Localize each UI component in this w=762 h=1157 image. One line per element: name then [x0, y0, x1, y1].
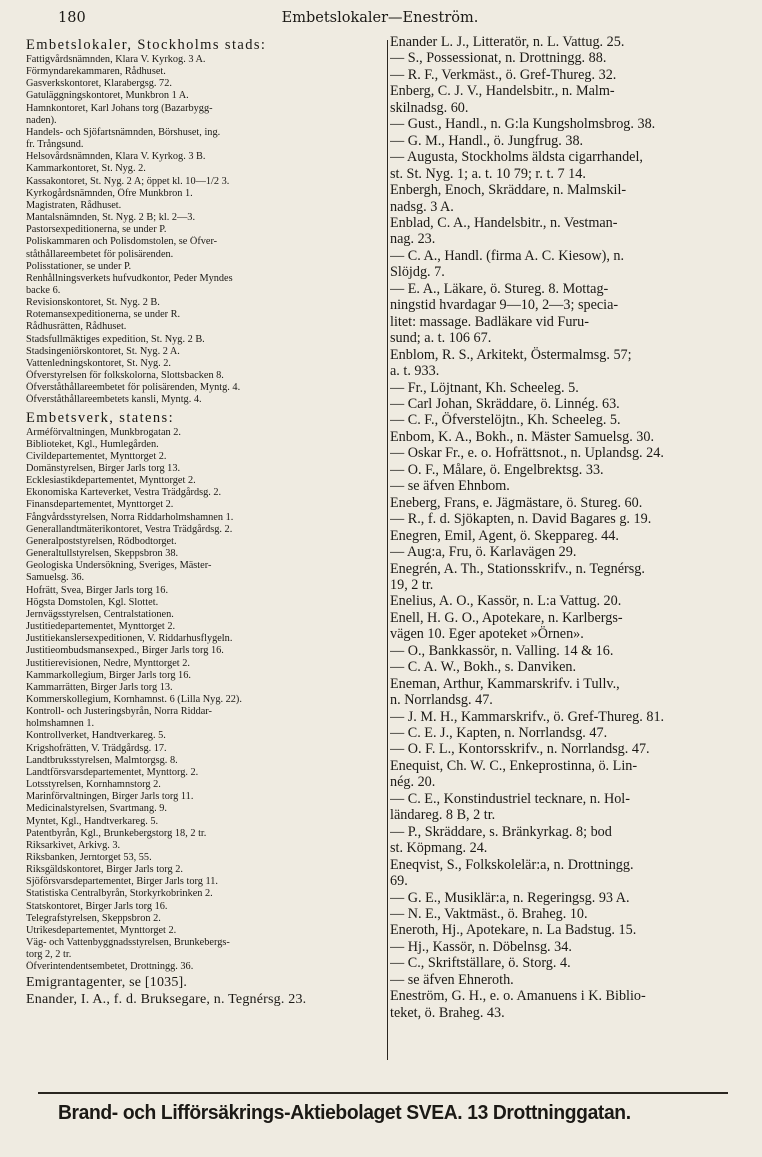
entry-line: nag. 23. — [390, 231, 436, 248]
entry-line: Finansdepartementet, Mynttorget 2. — [26, 499, 174, 511]
section-heading: Embetsverk, statens: — [26, 409, 175, 426]
entry-line: Kyrkogårdsnämnden, Öfre Munkbron 1. — [26, 187, 193, 199]
entry-line: Stadsingeniörskontoret, St. Nyg. 2 A. — [26, 345, 180, 357]
entry-line: Enblad, C. A., Handelsbitr., n. Vestman- — [390, 214, 618, 231]
entry-line: Enbom, K. A., Bokh., n. Mäster Samuelsg. 30. — [390, 428, 655, 445]
entry-line: holmshamnen 1. — [26, 718, 95, 730]
entry-line: — Fr., Löjtnant, Kh. Scheeleg. 5. — [390, 379, 579, 396]
entry-line: Statskontoret, Birger Jarls torg 16. — [26, 900, 168, 912]
entry-line: skilnadsg. 60. — [390, 99, 469, 116]
column-divider — [387, 40, 388, 1060]
entry-line: Renhållningsverkets hufvudkontor, Peder Myndes — [26, 272, 233, 284]
entry-line: ningstid hvardagar 9—10, 2—3; specia- — [390, 297, 619, 314]
entry-line: Medicinalstyrelsen, Svartmang. 9. — [26, 803, 167, 815]
entry-line: Eneqvist, S., Folkskolelär:a, n. Drottningg. — [390, 856, 634, 873]
entry-line: Polisstationer, se under P. — [26, 260, 132, 272]
entry-line: Lotsstyrelsen, Kornhamnstorg 2. — [26, 779, 161, 791]
running-head: Embetslokaler—Eneström. — [281, 10, 479, 26]
entry-line: Enell, H. G. O., Apotekare, n. Karlbergs- — [390, 609, 623, 626]
entry-line: Eneberg, Frans, e. Jägmästare, ö. Stureg. 60. — [390, 494, 643, 511]
entry-line: Enegrén, A. Th., Stationsskrifv., n. Tegnérsg. — [390, 560, 645, 577]
entry-line: — S., Possessionat, n. Drottningg. 88. — [390, 50, 607, 67]
entry-line: Fattigvårdsnämnden, Klara V. Kyrkog. 3 A. — [26, 54, 206, 65]
entry-line: 69. — [390, 873, 408, 890]
entry-line: Marinförvaltningen, Birger Jarls torg 11. — [26, 791, 194, 803]
entry-line: Kammarkontoret, St. Nyg. 2. — [26, 163, 146, 175]
entry-line: Öfverståthållareembetets kansli, Myntg. 4. — [26, 394, 202, 406]
entry-line: — se äfven Ehneroth. — [390, 971, 514, 988]
entry-line: Patentbyrån, Kgl., Brunkebergstorg 18, 2 tr. — [26, 827, 207, 839]
entry-line: — Hj., Kassör, n. Döbelnsg. 34. — [390, 938, 572, 955]
entry-line: Rådhusrätten, Rådhuset. — [26, 321, 127, 333]
entry-line: — Gust., Handl., n. G:la Kungsholmsbrog. 38. — [390, 116, 656, 133]
entry-line: backe 6. — [26, 284, 61, 296]
entry-line: Enelius, A. O., Kassör, n. L:a Vattug. 20. — [390, 593, 622, 610]
entry-line: Rotemansexpeditionerna, se under R. — [26, 309, 181, 321]
entry-line: Geologiska Undersökning, Sveriges, Mäster- — [26, 560, 212, 572]
entry-line: ländareg. 8 B, 2 tr. — [390, 807, 496, 824]
entry-line: — Augusta, Stockholms äldsta cigarrhandel, — [390, 149, 643, 166]
entry-line: Telegrafstyrelsen, Skeppsbron 2. — [26, 912, 161, 924]
entry-line: — C. E. J., Kapten, n. Norrlandsg. 47. — [390, 725, 608, 742]
entry-line: st. Köpmang. 24. — [390, 840, 488, 857]
entry-line: n. Norrlandsg. 47. — [390, 692, 493, 709]
entry-line: Väg- och Vattenbyggnadsstyrelsen, Brunkebergs- — [26, 937, 230, 949]
entry-line: torg 2, 2 tr. — [26, 949, 72, 961]
entry-line: Justitierevisionen, Nedre, Mynttorget 2. — [26, 657, 190, 669]
entry-line: — O., Bankkassör, n. Valling. 14 & 16. — [390, 642, 614, 659]
right-column — [390, 34, 740, 1021]
entry-line: Öfverintendentsembetet, Drottningg. 36. — [26, 961, 194, 973]
entry-line: — Aug:a, Fru, ö. Karlavägen 29. — [390, 544, 577, 561]
entry-line: Enblom, R. S., Arkitekt, Östermalmsg. 57; — [390, 346, 632, 363]
entry-line: Civildepartementet, Mynttorget 2. — [26, 450, 167, 462]
entry-line: Landtförsvarsdepartementet, Mynttorg. 2. — [26, 766, 199, 778]
entry-line: Justitiedepartementet, Mynttorget 2. — [26, 621, 176, 633]
entry-line: a. t. 933. — [390, 363, 440, 380]
entry-line: — N. E., Vaktmäst., ö. Braheg. 10. — [390, 906, 588, 923]
entry-line: Stadsfullmäktiges expedition, St. Nyg. 2 B. — [26, 333, 205, 345]
entry-line: Mantalsnämnden, St. Nyg. 2 B; kl. 2—3. — [26, 212, 196, 224]
entry-line: Justitiekanslersexpeditionen, V. Riddarhusflygeln. — [26, 633, 233, 645]
entry-line: 19, 2 tr. — [390, 576, 434, 593]
page-number: 180 — [58, 10, 86, 26]
entry-line: Kommerskollegium, Kornhamnst. 6 (Lilla Nyg. 22). — [26, 693, 242, 705]
entry-line: Högsta Domstolen, Kgl. Slottet. — [26, 596, 159, 608]
entry-line: — G. M., Handl., ö. Jungfrug. 38. — [390, 132, 584, 149]
entry-line: — G. E., Musiklär:a, n. Regeringsg. 93 A. — [390, 889, 630, 906]
entry-line: Eneman, Arthur, Kammarskrifv. i Tullv., — [390, 675, 620, 692]
entry-line: — O. F., Målare, ö. Engelbrektsg. 33. — [390, 461, 604, 478]
entry-line: — Carl Johan, Skräddare, ö. Linnég. 63. — [390, 395, 620, 412]
entry-line: Slöjdg. 7. — [390, 264, 445, 281]
entry-line: Handels- och Sjöfartsnämnden, Börshuset, ing. — [26, 126, 221, 138]
entry-line: Emigrantagenter, se [1035]. — [26, 974, 188, 990]
entry-line: — O. F. L., Kontorsskrifv., n. Norrlandsg. 47. — [390, 741, 650, 758]
entry-line: teket, ö. Braheg. 43. — [390, 1004, 505, 1021]
entry-line: Sjöförsvarsdepartementet, Birger Jarls torg 11. — [26, 876, 218, 888]
entry-line: Statistiska Centralbyrån, Storkyrkobrinken 2. — [26, 888, 213, 900]
entry-line: — P., Skräddare, s. Bränkyrkag. 8; bod — [390, 823, 612, 840]
entry-line: Arméförvaltningen, Munkbrogatan 2. — [26, 426, 181, 438]
entry-line: Enequist, Ch. W. C., Enkeprostinna, ö. Lin- — [390, 757, 638, 774]
entry-line: Kontrollverket, Handtverkareg. 5. — [26, 730, 166, 742]
entry-line: Förmyndarekammaren, Rådhuset. — [26, 66, 166, 78]
entry-line: Ecklesiastikdepartementet, Mynttorget 2. — [26, 475, 196, 487]
footer-rule — [38, 1092, 728, 1094]
entry-line: — C., Skriftställare, ö. Storg. 4. — [390, 955, 571, 972]
entry-line: — se äfven Ehnbom. — [390, 478, 510, 495]
entry-line: naden). — [26, 114, 57, 126]
entry-line: Riksgäldskontoret, Birger Jarls torg 2. — [26, 864, 183, 876]
entry-line: Kassakontoret, St. Nyg. 2 A; öppet kl. 10—1/2 3. — [26, 175, 230, 187]
entry-line: Poliskammaren och Polisdomstolen, se Öfver- — [26, 236, 218, 248]
entry-line: Vattenledningskontoret, St. Nyg. 2. — [26, 357, 172, 369]
section-heading: Embetslokaler, Stockholms stads: — [26, 37, 267, 53]
entry-line: — R., f. d. Sjökapten, n. David Bagares g. 19. — [390, 511, 652, 528]
entry-line: Domänstyrelsen, Birger Jarls torg 13. — [26, 463, 181, 474]
entry-line: — C. E., Konstindustriel tecknare, n. Hol- — [390, 790, 630, 807]
entry-line: Krigshofrätten, V. Trädgårdsg. 17. — [26, 742, 167, 754]
entry-line: — J. M. H., Kammarskrifv., ö. Gref-Thureg. 81. — [390, 708, 665, 725]
entry-line: — C. A., Handl. (firma A. C. Kiesow), n. — [390, 247, 625, 264]
entry-line: Landtbruksstyrelsen, Malmtorgsg. 8. — [26, 754, 178, 766]
entry-line: Öfverståthållareembetet för polisärenden, Myntg. 4. — [26, 382, 241, 394]
entry-line: Kammarkollegium, Birger Jarls torg 16. — [26, 669, 191, 681]
entry-line: — E. A., Läkare, ö. Stureg. 8. Mottag- — [390, 280, 609, 297]
entry-line: Generaltullstyrelsen, Skeppsbron 38. — [26, 548, 179, 560]
entry-line: Samuelsg. 36. — [26, 572, 85, 584]
entry-line: Öfverstyrelsen för folkskolorna, Slottsbacken 8. — [26, 370, 224, 382]
entry-line: Enberg, C. J. V., Handelsbitr., n. Malm- — [390, 83, 615, 100]
entry-line: Enegren, Emil, Agent, ö. Skeppareg. 44. — [390, 527, 619, 544]
entry-line: Hamnkontoret, Karl Johans torg (Bazarbygg- — [26, 102, 213, 114]
entry-line: Kontroll- och Justeringsbyrån, Norra Riddar- — [26, 706, 212, 718]
entry-line: Fångvårdsstyrelsen, Norra Riddarholmshamnen 1. — [26, 511, 234, 523]
entry-line: Enander, I. A., f. d. Bruksegare, n. Tegnérsg. 23. — [26, 991, 307, 1007]
advertisement-banner: Brand- och Lifförsäkrings-Aktiebolaget SVEA. 13 Drottninggatan. — [58, 1101, 631, 1124]
entry-line: Ekonomiska Karteverket, Vestra Trädgårdsg. 2. — [26, 487, 222, 499]
entry-line: Riksarkivet, Arkivg. 3. — [26, 839, 121, 851]
entry-line: nég. 20. — [390, 774, 436, 791]
entry-line: litet: massage. Badläkare vid Furu- — [390, 313, 589, 330]
entry-line: nadsg. 3 A. — [390, 198, 454, 215]
entry-line: Enander L. J., Litteratör, n. L. Vattug. 25. — [390, 34, 625, 50]
entry-line: ståthållareembetet för polisärenden. — [26, 248, 174, 260]
entry-line: — R. F., Verkmäst., ö. Gref-Thureg. 32. — [390, 66, 617, 83]
entry-line: Riksbanken, Jerntorget 53, 55. — [26, 852, 152, 863]
entry-line: st. St. Nyg. 1; a. t. 10 79; r. t. 7 14. — [390, 165, 586, 182]
entry-line: Gatuläggningskontoret, Munkbron 1 A. — [26, 90, 189, 102]
entry-line: Utrikesdepartementet, Mynttorget 2. — [26, 924, 177, 936]
entry-line: Enbergh, Enoch, Skräddare, n. Malmskil- — [390, 182, 627, 199]
page-header — [28, 10, 732, 32]
entry-line: — Oskar Fr., e. o. Hofrättsnot., n. Uplandsg. 24. — [390, 445, 664, 462]
entry-line: — C. A. W., Bokh., s. Danviken. — [390, 659, 577, 676]
entry-line: Biblioteket, Kgl., Humlegården. — [26, 438, 159, 450]
entry-line: Eneroth, Hj., Apotekare, n. La Badstug. 15. — [390, 922, 637, 939]
entry-line: Hofrätt, Svea, Birger Jarls torg 16. — [26, 584, 169, 596]
entry-line: fr. Trångsund. — [26, 139, 84, 151]
entry-line: Magistraten, Rådhuset. — [26, 199, 122, 211]
entry-line: — C. F., Öfverstelöjtn., Kh. Scheeleg. 5. — [390, 412, 621, 429]
entry-line: Revisionskontoret, St. Nyg. 2 B. — [26, 297, 160, 309]
left-column — [26, 34, 386, 1008]
entry-line: Helsovårdsnämnden, Klara V. Kyrkog. 3 B. — [26, 151, 206, 163]
entry-line: Justitieombudsmansexped., Birger Jarls torg 16. — [26, 645, 224, 657]
entry-line: Pastorsexpeditionerna, se under P. — [26, 224, 167, 236]
entry-line: Generallandtmäterikontoret, Vestra Trädgårdsg. 2. — [26, 523, 233, 535]
entry-line: Kammarrätten, Birger Jarls torg 13. — [26, 681, 173, 693]
entry-line: vägen 10. Eger apoteket »Örnen». — [390, 626, 584, 643]
entry-line: sund; a. t. 106 67. — [390, 330, 492, 347]
entry-line: Jernvägsstyrelsen, Centralstationen. — [26, 608, 174, 620]
entry-line: Generalpoststyrelsen, Rödbodtorget. — [26, 535, 177, 547]
entry-line: Myntet, Kgl., Handtverkareg. 5. — [26, 815, 159, 827]
entry-line: Gasverkskontoret, Klarabergsg. 72. — [26, 78, 172, 90]
entry-line: Eneström, G. H., e. o. Amanuens i K. Biblio- — [390, 988, 646, 1005]
